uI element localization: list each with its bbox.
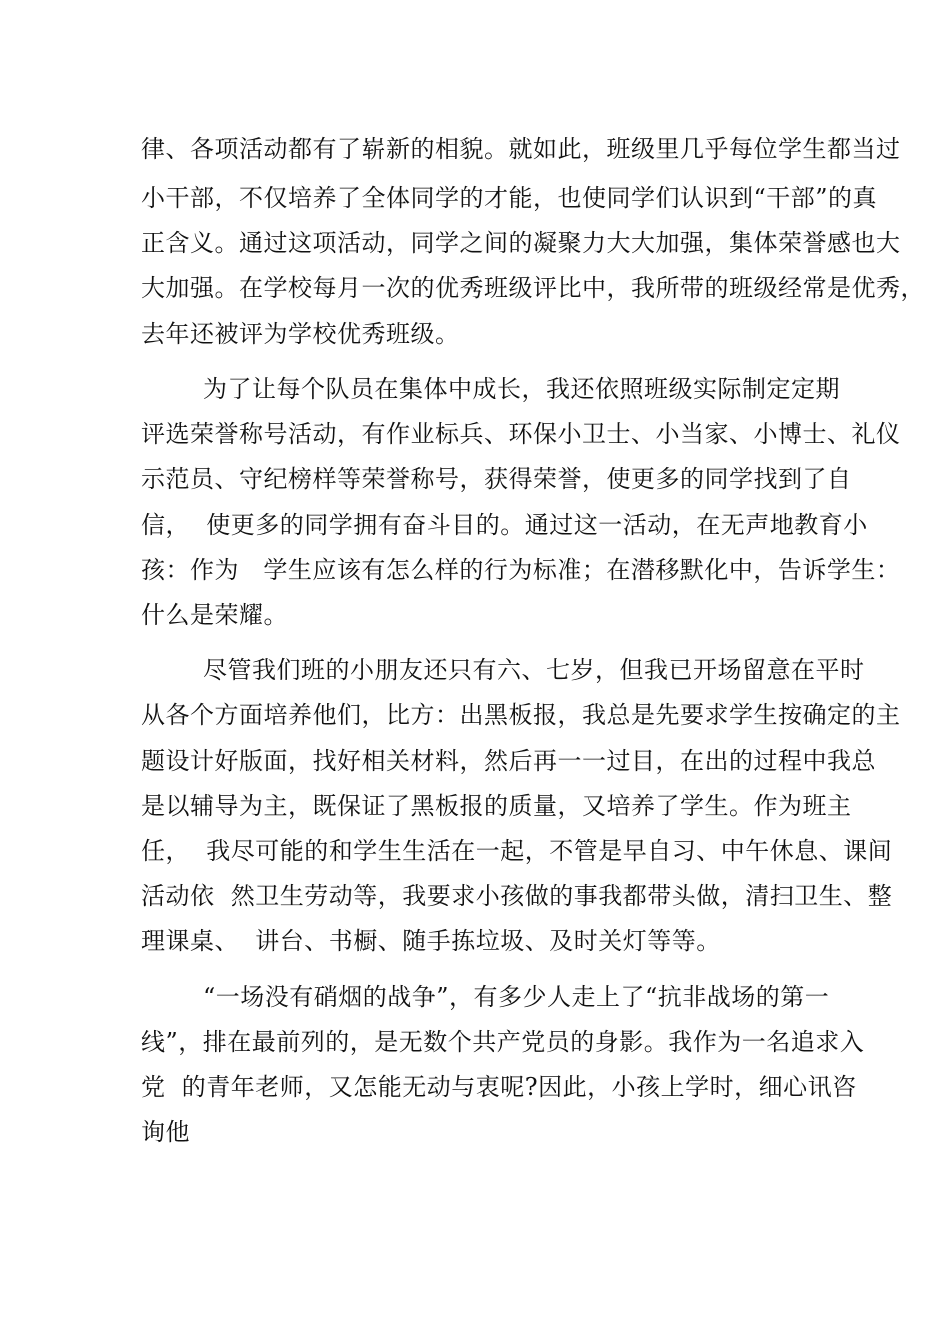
text-line: 小干部，不仅培养了全体同学的才能，也使同学们认识到“干部”的真: [141, 184, 878, 212]
paragraph-start-line: 尽管我们班的小朋友还只有六、七岁，但我已开场留意在平时: [203, 656, 865, 684]
text-line: 大加强。在学校每月一次的优秀班级评比中，我所带的班级经常是优秀，: [141, 274, 925, 302]
text-line: 信， 使更多的同学拥有奋斗目的。通过这一活动，在无声地教育小: [141, 511, 868, 539]
text-line: 是以辅导为主，既保证了黑板报的质量，又培养了学生。作为班主: [141, 792, 852, 820]
text-line: 理课桌、 讲台、书橱、随手拣垃圾、及时关灯等等。: [141, 927, 721, 955]
text-line: 孩：作为 学生应该有怎么样的行为标准；在潜移默化中，告诉学生：: [141, 556, 901, 584]
text-line: 示范员、守纪榜样等荣誉称号，获得荣誉，使更多的同学找到了自: [141, 465, 852, 493]
text-line: 正含义。通过这项活动，同学之间的凝聚力大大加强，集体荣誉感也大: [141, 229, 901, 257]
text-line: 什么是荣耀。: [141, 601, 288, 629]
paragraph-start-line: 为了让每个队员在集体中成长，我还依照班级实际制定定期: [203, 375, 840, 403]
text-line: 去年还被评为学校优秀班级。: [141, 320, 460, 348]
text-line: 题设计好版面，找好相关材料，然后再一一过目，在出的过程中我总: [141, 747, 876, 775]
text-line: 活动依 然卫生劳动等，我要求小孩做的事我都带头做，清扫卫生、整: [141, 882, 893, 910]
text-line: 询他: [141, 1118, 190, 1146]
paragraph-start-line: “一场没有硝烟的战争”，有多少人走上了“抗非战场的第一: [203, 983, 830, 1011]
text-line: 评选荣誉称号活动，有作业标兵、环保小卫士、小当家、小博士、礼仪: [141, 420, 901, 448]
text-line: 任， 我尽可能的和学生生活在一起，不管是早自习、中午休息、课间: [141, 837, 893, 865]
text-line: 线”，排在最前列的，是无数个共产党员的身影。我作为一名追求入: [141, 1028, 865, 1056]
text-line: 党 的青年老师，又怎能无动与衷呢?因此，小孩上学时，细心讯咨: [141, 1073, 857, 1101]
text-line: 从各个方面培养他们，比方：出黑板报，我总是先要求学生按确定的主: [141, 701, 901, 729]
text-line: 律、各项活动都有了崭新的相貌。就如此，班级里几乎每位学生都当过: [141, 135, 901, 163]
